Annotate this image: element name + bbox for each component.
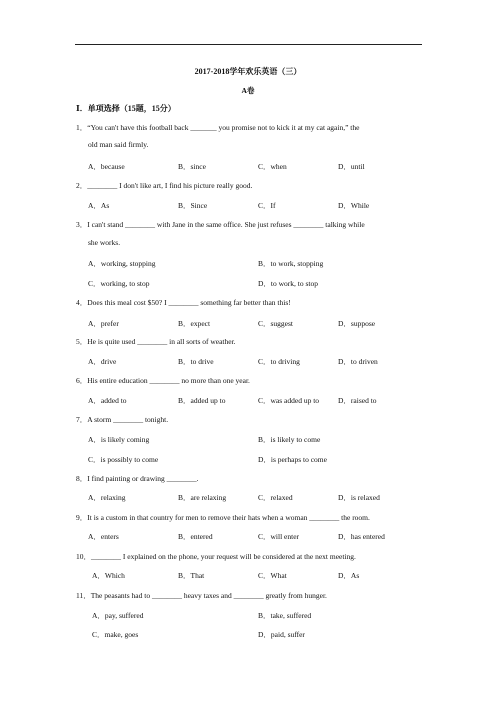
paper-version: A卷 [241, 86, 255, 95]
question-1-option-d[interactable]: D．until [338, 162, 365, 171]
question-8-option-a[interactable]: A．relaxing [88, 493, 126, 502]
question-8-option-c[interactable]: C．relaxed [258, 493, 293, 502]
header-rule [75, 44, 422, 45]
question-1-option-a[interactable]: A．because [88, 162, 125, 171]
question-11-option-a[interactable]: A．pay, suffered [92, 611, 144, 620]
question-3-option-c[interactable]: C．working, to stop [88, 279, 150, 288]
question-2-option-b[interactable]: B．Since [178, 201, 208, 210]
question-1-text-cont: old man said firmly. [88, 140, 149, 149]
question-6-option-a[interactable]: A．added to [88, 396, 127, 405]
question-7-option-a[interactable]: A．is likely coming [88, 435, 150, 444]
question-3-option-d[interactable]: D．to work, to stop [258, 279, 318, 288]
question-3-text-cont: she works. [88, 238, 121, 247]
question-10-option-b[interactable]: B．That [178, 571, 205, 580]
question-4-option-b[interactable]: B．expect [178, 319, 211, 328]
question-6-option-b[interactable]: B．added up to [178, 396, 226, 405]
question-2-option-a[interactable]: A．As [88, 201, 110, 210]
question-10-option-d[interactable]: D．As [338, 571, 360, 580]
question-4-option-d[interactable]: D．suppose [338, 319, 376, 328]
question-5-text: 5．He is quite used ________ in all sorts of weather. [76, 337, 236, 346]
question-3-option-a[interactable]: A．working, stopping [88, 259, 156, 268]
question-10-option-a[interactable]: A．Which [92, 571, 125, 580]
question-3-text: 3．I can't stand ________ with Jane in the same office. She just refuses ________ talking while [76, 220, 365, 229]
page-title: 2017-2018学年欢乐英语（三） [194, 67, 302, 76]
question-2-text: 2．________ I don't like art, I find his picture really good. [76, 181, 253, 190]
question-9-option-b[interactable]: B．entered [178, 532, 213, 541]
question-11-option-b[interactable]: B．take, suffered [258, 611, 312, 620]
question-10-option-c[interactable]: C．What [258, 571, 287, 580]
question-6-text: 6．His entire education ________ no more than one year. [76, 376, 250, 385]
question-11-text: 11．The peasants had to ________ heavy taxes and ________ greatly from hunger. [76, 591, 327, 600]
question-8-text: 8．I find painting or drawing ________. [76, 474, 199, 483]
question-4-option-a[interactable]: A．prefer [88, 319, 119, 328]
question-11-option-c[interactable]: C．make, goes [92, 630, 139, 639]
question-7-text: 7．A storm ________ tonight. [76, 415, 169, 424]
question-8-option-d[interactable]: D．is relaxed [338, 493, 380, 502]
question-4-option-c[interactable]: C．suggest [258, 319, 294, 328]
question-6-option-d[interactable]: D．raised to [338, 396, 377, 405]
question-4-text: 4．Does this meal cost $50? I ________ something far better than this! [76, 298, 291, 307]
question-5-option-d[interactable]: D．to driven [338, 357, 378, 366]
question-5-option-a[interactable]: A．drive [88, 357, 117, 366]
question-5-option-c[interactable]: C．to driving [258, 357, 300, 366]
question-2-option-c[interactable]: C．If [258, 201, 276, 210]
question-7-option-c[interactable]: C．is possibly to come [88, 455, 159, 464]
question-9-option-c[interactable]: C．will enter [258, 532, 300, 541]
question-8-option-b[interactable]: B．are relaxing [178, 493, 227, 502]
question-3-option-b[interactable]: B．to work, stopping [258, 259, 324, 268]
question-6-option-c[interactable]: C．was added up to [258, 396, 320, 405]
question-1-option-c[interactable]: C．when [258, 162, 287, 171]
question-7-option-b[interactable]: B．is likely to come [258, 435, 321, 444]
question-5-option-b[interactable]: B．to drive [178, 357, 214, 366]
question-9-option-d[interactable]: D．has entered [338, 532, 385, 541]
question-2-option-d[interactable]: D．While [338, 201, 370, 210]
question-11-option-d[interactable]: D．paid, suffer [258, 630, 305, 639]
question-9-option-a[interactable]: A．enters [88, 532, 119, 541]
section-heading: Ⅰ．单项选择（15题，15分） [76, 104, 176, 113]
question-10-text: 10．________ I explained on the phone, your request will be considered at the next meeting. [76, 552, 356, 561]
question-1-option-b[interactable]: B．since [178, 162, 206, 171]
question-1-text: 1．“You can't have this football back _______ you promise not to kick it at my cat again,” the [76, 123, 360, 132]
question-7-option-d[interactable]: D．is perhaps to come [258, 455, 327, 464]
question-9-text: 9．It is a custom in that country for men to remove their hats when a woman ________ the room. [76, 513, 370, 522]
